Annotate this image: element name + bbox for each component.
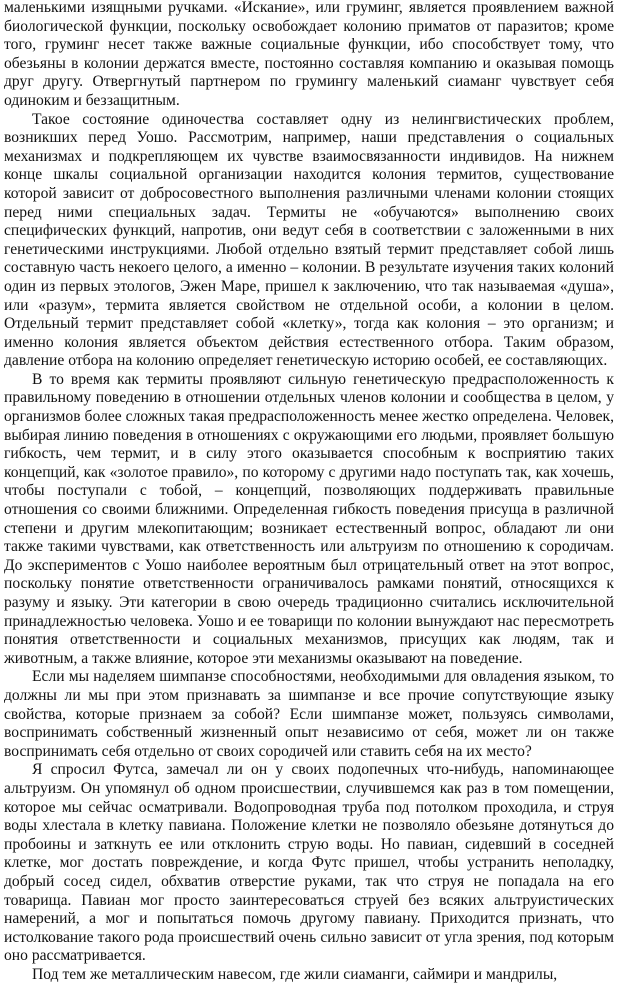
body-text — [4, 0, 614, 984]
paragraph: В то время как термиты проявляют сильную генетическую предрасположенность к правильному поведению в отношении отдельных членов колонии и сообщества в целом, у организмов более сложных такая предрасположенность менее жестко определена. Человек, выбирая линию поведения в отношениях с окружающими его людьми, проявляет большую гибкость, чем термит, и в силу этого оказывается способным к восприятию таких концепций, как «золотое правило», по которому с другими надо поступать так, как хочешь, чтобы поступали с тобой, – концепций, позволяющих поддерживать правильные отношения со своими ближними. Определенная гибкость поведения присуща в различной степени и другим млекопитающим; возникает естественный вопрос, обладают ли они также такими чувствами, как ответственность или альтруизм по отношению к сородичам. До экспериментов с Уошо наиболее вероятным был отрицательный ответ на этот вопрос, поскольку понятие ответственности ограничивалось рамками понятий, относящихся к разуму и языку. Эти категории в свою очередь традиционно считались исключительной принадлежностью человека. Уошо и ее товарищи по колонии вынуждают нас пересмотреть понятия ответственности и социальных механизмов, присущих как людям, так и животным, а также влияние, которое эти механизмы оказывают на поведение. — [4, 370, 614, 667]
paragraph: Под тем же металлическим навесом, где жили сиаманги, саймири и мандрилы, — [32, 965, 558, 983]
paragraph: Такое состояние одиночества составляет одну из нелингвистических проблем, возникших перед Уошо. Рассмотрим, например, наши представления о социальных механизмах и подкрепляющем их чувстве взаимосвязанности индивидов. На нижнем конце шкалы социальной организации находится колония термитов, существование которой зависит от добросовестного выполнения различными членами колонии стоящих перед ними специальных задач. Термиты не «обучаются» выполнению своих специфических функций, напротив, они ведут себя в соответствии с заложенными в них генетическими инструкциями. Любой отдельно взятый термит представляет собой лишь составную часть некоего целого, а именно – колонии. В результате изучения таких колоний один из первых этологов, Эжен Маре, пришел к заключению, что так называемая «душа», или «разум», термита является свойством не отдельной особи, а колонии в целом. Отдельный термит представляет собой «клетку», тогда как колония – это организм; и именно колония является объектом действия естественного отбора. Таким образом, давление отбора на колонию определяет генетическую историю особей, ее составляющих. — [4, 110, 614, 370]
paragraph: Если мы наделяем шимпанзе способностями, необходимыми для овладения языком, то должны ли мы при этом признавать за шимпанзе и все прочие сопутствующие языку свойства, которые признаем за собой? Если шимпанзе может, пользуясь символами, воспринимать собственный жизненный опыт независимо от себя, может ли он также воспринимать себя отдельно от своих сородичей или ставить себя на их место? — [4, 668, 614, 760]
paragraph: Я спросил Футса, замечал ли он у своих подопечных что-нибудь, напоминающее альтруизм. Он упомянул об одном происшествии, случившемся как раз в том помещении, которое мы сейчас осматривали. Водопроводная труба под потолком проходила, и струя воды хлестала в клетку павиана. Положение клетки не позволяло обезьяне дотянуться до пробоины и заткнуть ее или отклонить струю воды. Но павиан, сидевший в соседней клетке, мог достать повреждение, и когда Футс пришел, чтобы устранить неполадку, добрый сосед сидел, обхватив отверстие руками, так что струя не попадала на его товарища. Павиан мог просто заинтересоваться струей без всяких альтруистических намерений, а мог и попытаться помочь другому павиану. Приходится признать, что истолкование такого рода происшествий очень сильно зависит от угла зрения, под которым оно рассматривается. — [4, 761, 614, 965]
paragraph: маленькими изящными ручками. «Искание», или груминг, является проявлением важной биологической функции, поскольку освобождает колонию приматов от паразитов; кроме того, груминг несет также важные социальные функции, ибо способствует тому, что обезьяны в колонии держатся вместе, постоянно составляя компанию и оказывая помощь друг другу. Отвергнутый партнером по грумингу маленький сиаманг чувствует себя одиноким и беззащитным. — [4, 0, 614, 109]
